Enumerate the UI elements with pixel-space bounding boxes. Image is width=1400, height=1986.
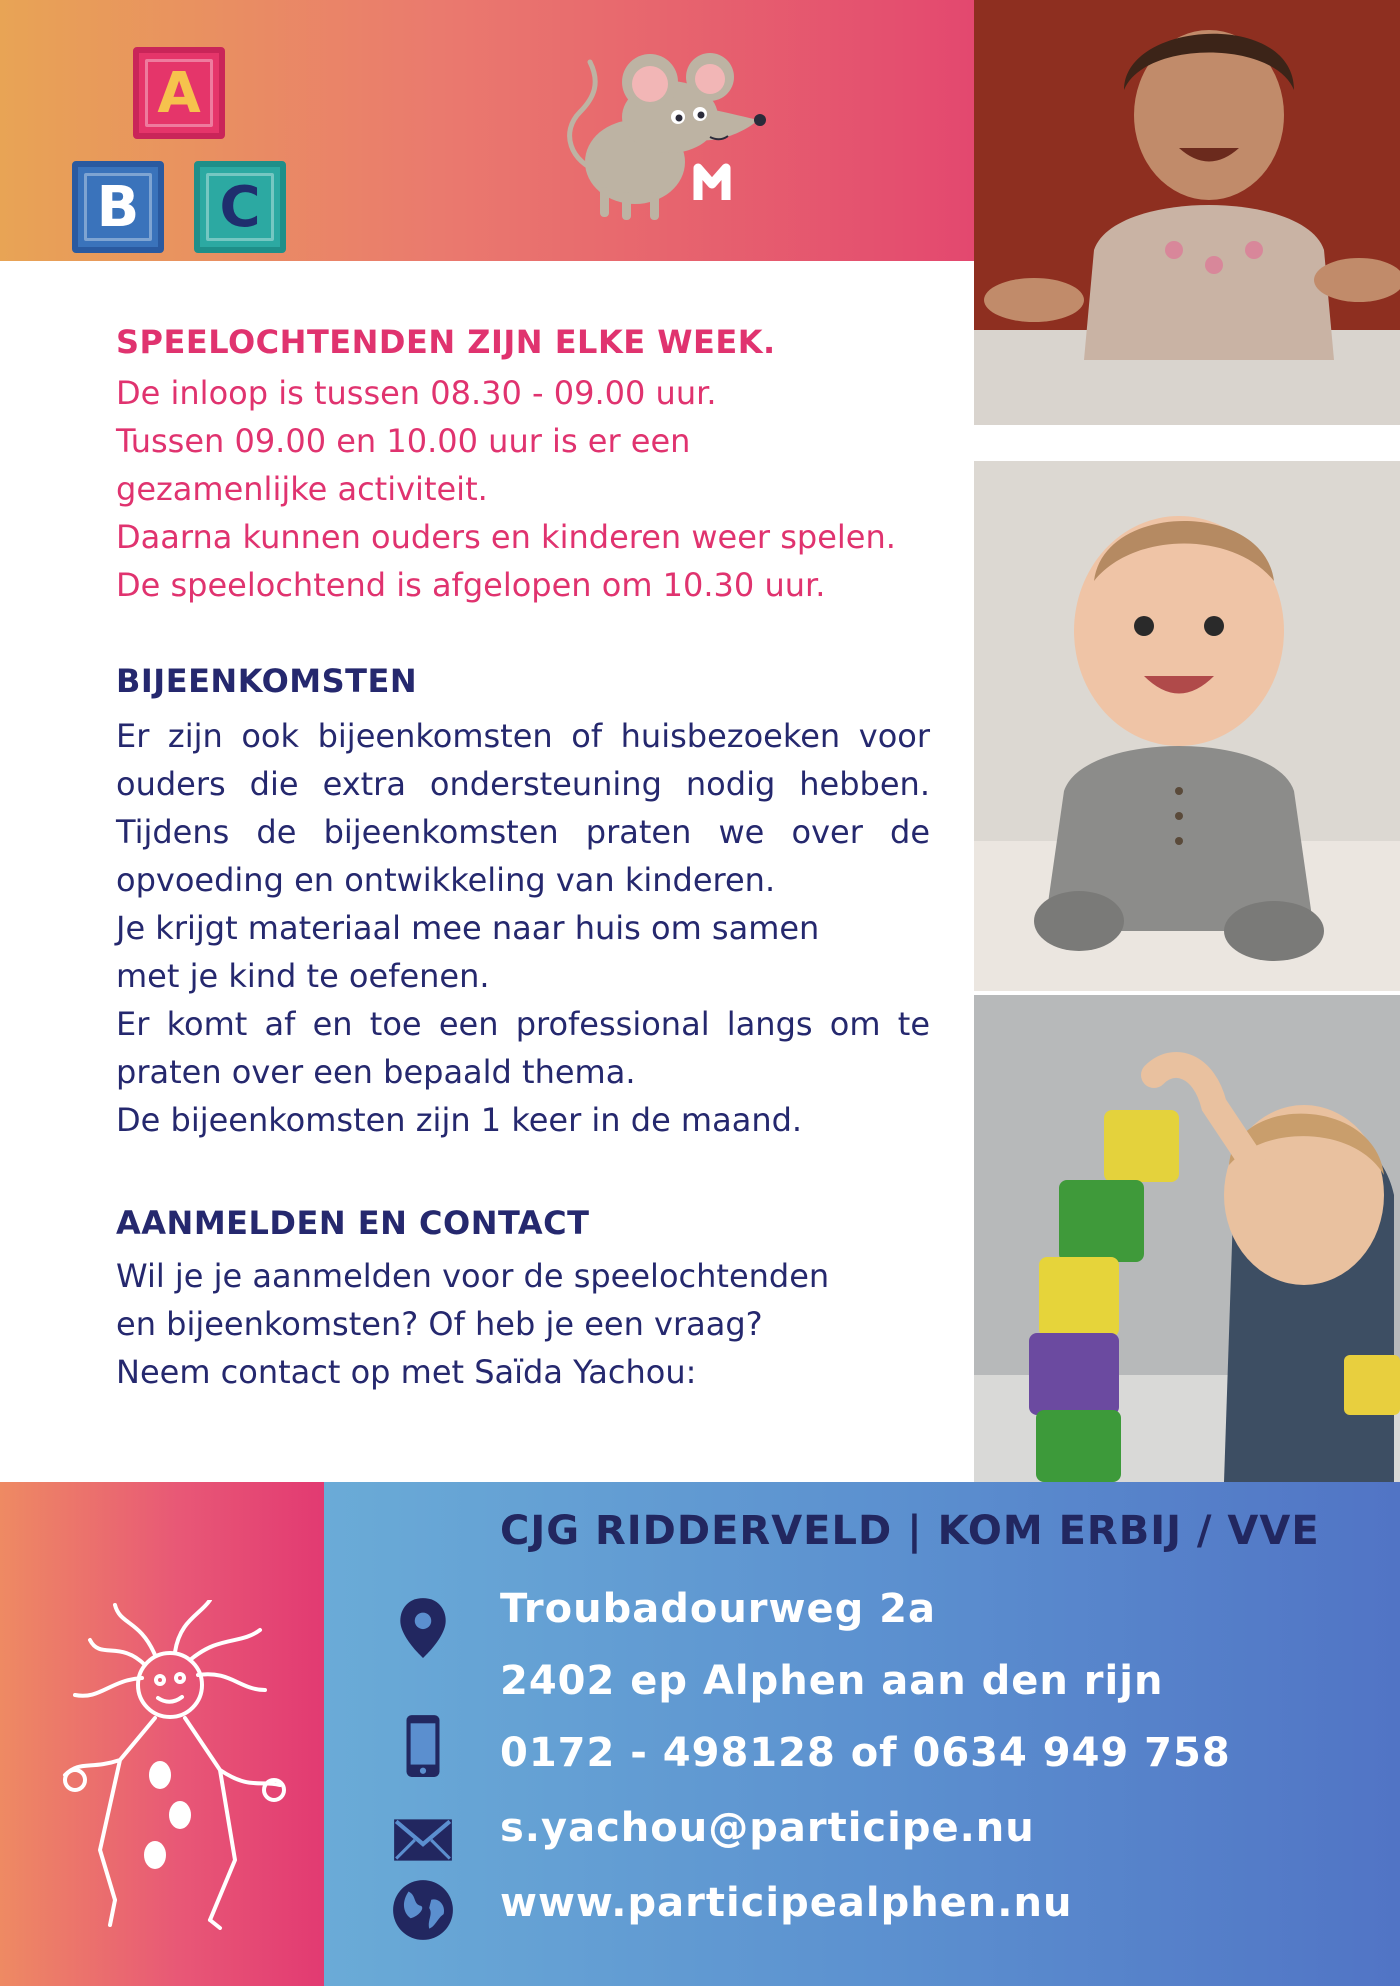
heading-speelochtenden: SPEELOCHTENDEN ZIJN ELKE WEEK. xyxy=(116,323,776,361)
bijeenkomsten-paragraph-2-line-2: met je kind te oefenen. xyxy=(116,957,490,995)
footer-address-line-1: Troubadourweg 2a xyxy=(500,1586,936,1632)
bijeenkomsten-paragraph-1: Er zijn ook bijeenkomsten of huisbezoeken voor ouders die extra ondersteuning nodig hebben. Tijdens de bijeenkomsten praten we over de opvoeding en ontwikkeling van kinderen. xyxy=(116,717,930,899)
girl-drawing-icon xyxy=(60,1600,290,1930)
footer-email[interactable]: s.yachou@participe.nu xyxy=(500,1805,1035,1851)
section-aanmelden xyxy=(116,1204,930,1396)
globe-icon xyxy=(390,1877,456,1943)
letter-block-a-label: A xyxy=(157,60,201,126)
letter-block-b-label: B xyxy=(96,174,140,240)
footer-title: CJG RIDDERVELD | KOM ERBIJ / VVE xyxy=(500,1508,1320,1554)
location-pin-icon xyxy=(390,1594,456,1660)
heading-aanmelden: AANMELDEN EN CONTACT xyxy=(116,1204,590,1242)
speelochtenden-line-5: De speelochtend is afgelopen om 10.30 uur. xyxy=(116,566,826,604)
mobile-phone-icon xyxy=(390,1713,456,1779)
letter-block-c xyxy=(194,161,286,253)
letter-block-b xyxy=(72,161,164,253)
letter-block-a xyxy=(133,47,225,139)
photo-laughing-toddler xyxy=(974,0,1400,425)
heading-bijeenkomsten: BIJEENKOMSTEN xyxy=(116,662,418,700)
aanmelden-line-3: Neem contact op met Saïda Yachou: xyxy=(116,1353,697,1391)
speelochtenden-line-4: Daarna kunnen ouders en kinderen weer spelen. xyxy=(116,518,896,556)
envelope-icon xyxy=(390,1807,456,1873)
speelochtenden-line-2: Tussen 09.00 en 10.00 uur is er een xyxy=(116,422,691,460)
bijeenkomsten-paragraph-2-line-1: Je krijgt materiaal mee naar huis om samen xyxy=(116,909,820,947)
aanmelden-line-2: en bijeenkomsten? Of heb je een vraag? xyxy=(116,1305,763,1343)
footer-address-line-2: 2402 ep Alphen aan den rijn xyxy=(500,1658,1164,1704)
section-speelochtenden xyxy=(116,323,930,609)
speelochtenden-line-1: De inloop is tussen 08.30 - 09.00 uur. xyxy=(116,374,717,412)
mouse-mascot-icon xyxy=(560,42,780,227)
photo-child-with-blocks xyxy=(974,995,1400,1482)
aanmelden-line-1: Wil je je aanmelden voor de speelochtenden xyxy=(116,1257,830,1295)
letter-block-c-label: C xyxy=(219,174,261,240)
section-bijeenkomsten xyxy=(116,662,930,1144)
bijeenkomsten-paragraph-4: De bijeenkomsten zijn 1 keer in de maand. xyxy=(116,1101,803,1139)
bijeenkomsten-paragraph-3: Er komt af en toe een professional langs om te praten over een bepaald thema. xyxy=(116,1005,930,1091)
footer-website[interactable]: www.participealphen.nu xyxy=(500,1880,1073,1926)
speelochtenden-line-3: gezamenlijke activiteit. xyxy=(116,470,488,508)
footer-phone[interactable]: 0172 - 498128 of 0634 949 758 xyxy=(500,1730,1231,1776)
photo-sitting-baby xyxy=(974,461,1400,991)
